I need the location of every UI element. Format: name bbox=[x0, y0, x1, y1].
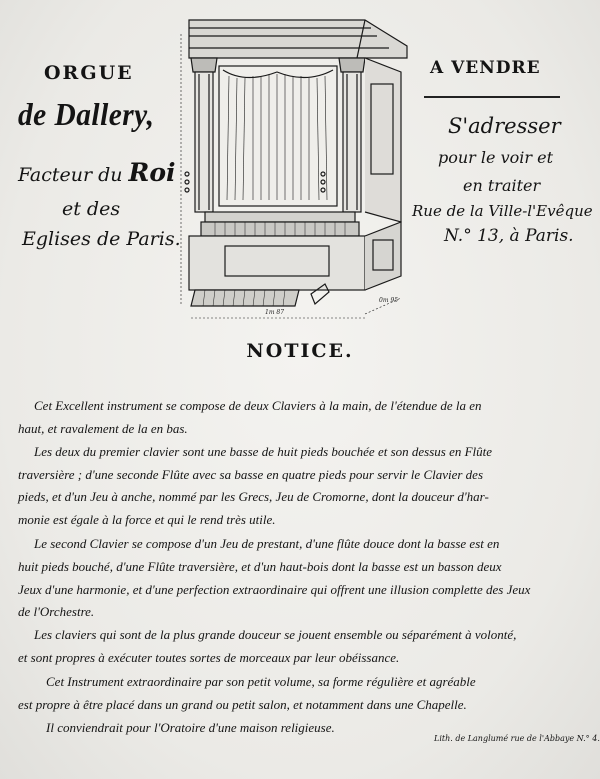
lithographer-imprint: Lith. de Langlumé rue de l'Abbaye N.° 4. bbox=[434, 734, 600, 743]
address-line4: Rue de la Ville-l'Evêque bbox=[412, 202, 593, 220]
body-line: Les deux du premier clavier sont une basse de huit pieds bouchée et son dessus en Flûte bbox=[34, 444, 493, 459]
header-rule bbox=[424, 96, 560, 98]
maker-role-line2: et des bbox=[62, 198, 121, 220]
body-line: Cet Instrument extraordinaire par son petit volume, sa forme régulière et agréable bbox=[46, 674, 476, 689]
body-line: Jeux d'une harmonie, et d'une perfection extraordinaire qui offrent une illusion complette des Jeux bbox=[18, 582, 531, 597]
address-line1: S'adresser bbox=[448, 114, 561, 138]
scale-bottom-label: 1m 87 bbox=[265, 309, 285, 316]
title-orgue: ORGUE bbox=[44, 62, 134, 84]
body-line: haut, et ravalement de la en bas. bbox=[18, 421, 188, 436]
body-line: Les claviers qui sont de la plus grande douceur se jouent ensemble ou séparément à volonté, bbox=[34, 627, 517, 642]
scale-right-label: 0m 95 bbox=[379, 297, 399, 304]
role-emph: Roi bbox=[128, 158, 176, 187]
maker-role-line3: Eglises de Paris. bbox=[22, 228, 181, 250]
notice-heading: NOTICE. bbox=[246, 340, 354, 362]
body-line: huit pieds bouché, d'une Flûte traversière, et d'un haut-bois dont la basse est un basson deux bbox=[18, 559, 502, 574]
maker-name: de Dallery, bbox=[18, 96, 155, 132]
body-line: traversière ; d'une seconde Flûte avec sa basse en quatre pieds pour servir le Clavier des bbox=[18, 467, 484, 482]
body-line: et sont propres à exécuter toutes sortes de morceaux par leur obéissance. bbox=[18, 650, 400, 665]
maker-role bbox=[18, 158, 176, 187]
body-line: Cet Excellent instrument se compose de deux Claviers à la main, de l'étendue de la en bbox=[34, 398, 482, 413]
address-line5: N.° 13, à Paris. bbox=[444, 226, 574, 246]
organ-engraving-image bbox=[175, 14, 415, 326]
for-sale-heading: A VENDRE bbox=[430, 58, 541, 78]
body-line: Le second Clavier se compose d'un Jeu de prestant, d'une flûte douce dont la basse est en bbox=[34, 536, 500, 551]
body-line: pieds, et d'un Jeu à anche, nommé par les Grecs, Jeu de Cromorne, dont la douceur d'har- bbox=[18, 489, 489, 504]
role-prefix: Facteur du bbox=[18, 164, 129, 186]
address-line2: pour le voir et bbox=[438, 148, 554, 167]
body-line: de l'Orchestre. bbox=[18, 604, 95, 619]
body-line: est propre à être placé dans un grand ou petit salon, et notamment dans une Chapelle. bbox=[18, 697, 467, 712]
body-line: monie est égale à la force et qui le rend très utile. bbox=[18, 512, 276, 527]
body-line: Il conviendrait pour l'Oratoire d'une maison religieuse. bbox=[46, 720, 335, 735]
address-line3: en traiter bbox=[463, 176, 541, 195]
